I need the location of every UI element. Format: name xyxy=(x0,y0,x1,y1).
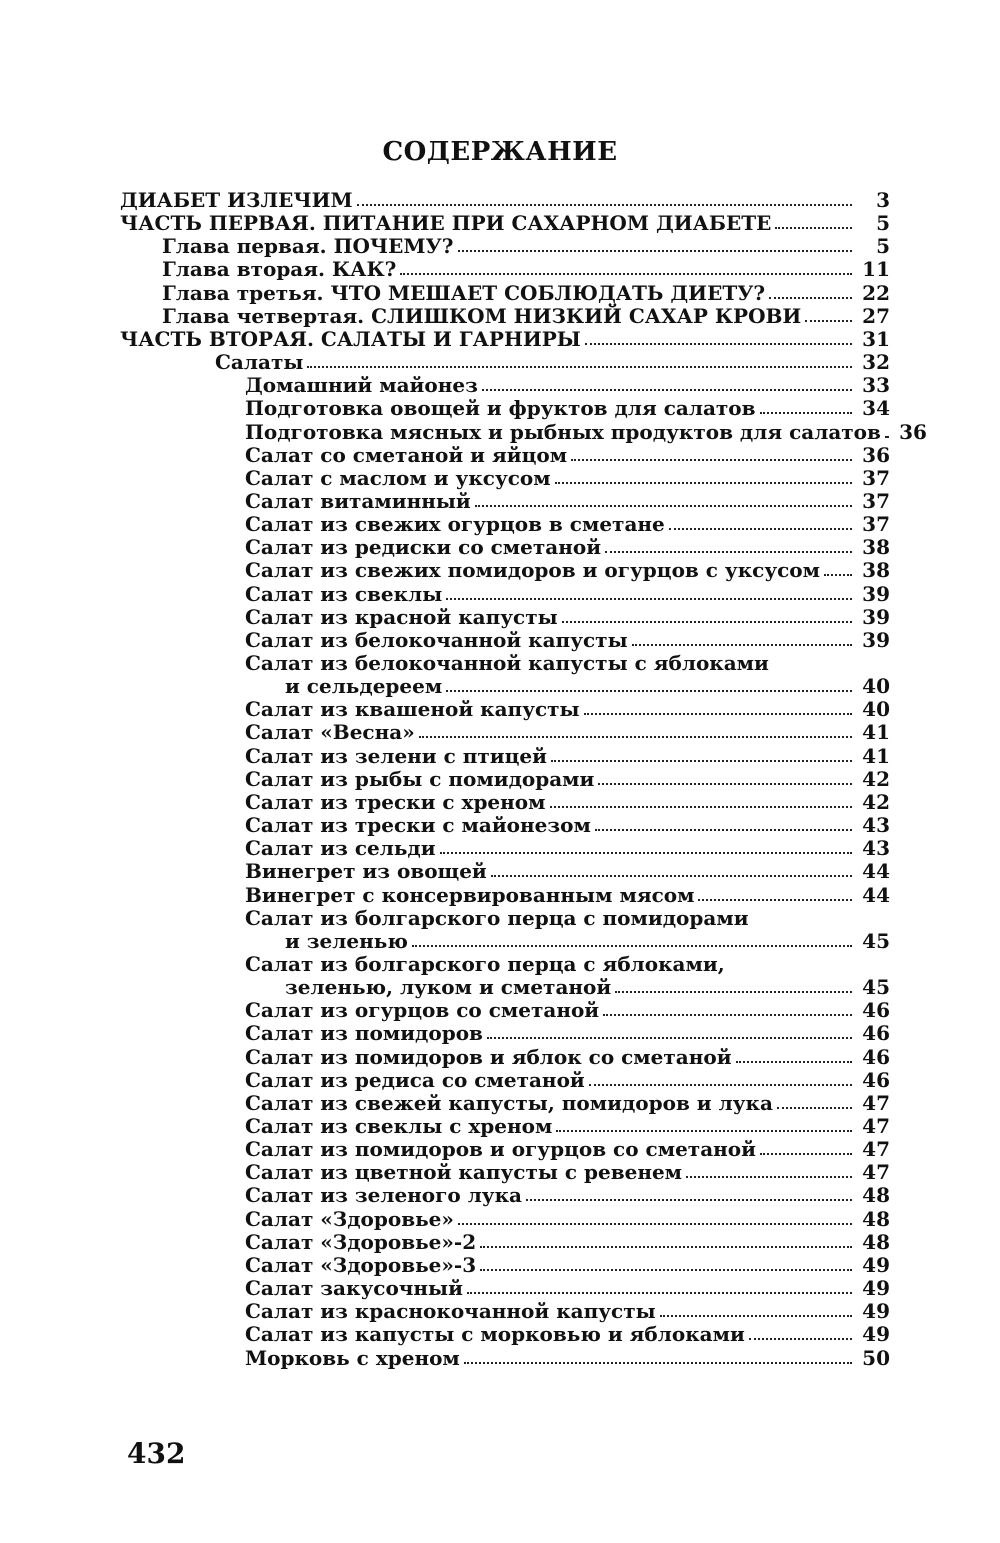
page-title: СОДЕРЖАНИЕ xyxy=(382,137,618,167)
toc-entry xyxy=(162,234,890,257)
toc-entry-title: Салат из зелени с птицей xyxy=(245,744,547,768)
toc-entry-title: Морковь с хреном xyxy=(245,1346,460,1370)
toc-entry-page: 44 xyxy=(862,883,890,907)
toc-entry-title: ДИАБЕТ ИЗЛЕЧИМ xyxy=(120,188,353,212)
toc-entry-title: Салат закусочный xyxy=(245,1276,463,1300)
toc-entry-page: 37 xyxy=(862,489,890,513)
toc-leader-dots xyxy=(660,1315,852,1317)
toc-entry-page: 47 xyxy=(862,1160,890,1184)
toc-entry xyxy=(245,1183,890,1206)
toc-entry xyxy=(120,211,890,234)
toc-entry-page: 49 xyxy=(862,1299,890,1323)
toc-leader-dots xyxy=(458,250,853,252)
toc-entry xyxy=(245,582,890,605)
toc-entry-page: 33 xyxy=(862,373,890,397)
toc-entry xyxy=(245,443,890,466)
toc-entry-title: Салат из капусты с морковью и яблоками xyxy=(245,1322,745,1346)
toc-entry-title: Глава третья. ЧТО МЕШАЕТ СОБЛЮДАТЬ ДИЕТУ? xyxy=(162,281,766,305)
toc-entry-title: ЧАСТЬ ВТОРАЯ. САЛАТЫ И ГАРНИРЫ xyxy=(120,327,581,351)
toc-entry-page: 32 xyxy=(862,350,890,374)
toc-entry xyxy=(245,1137,890,1160)
toc-entry xyxy=(245,767,890,790)
toc-entry-page: 47 xyxy=(862,1091,890,1115)
toc-entry xyxy=(162,257,890,280)
toc-entry-page: 43 xyxy=(862,813,890,837)
toc-entry-page: 37 xyxy=(862,512,890,536)
toc-leader-dots xyxy=(550,806,853,808)
toc-entry-page: 48 xyxy=(862,1183,890,1207)
toc-entry-title: Салат «Весна» xyxy=(245,720,415,744)
toc-leader-dots xyxy=(605,551,852,553)
toc-entry-page: 5 xyxy=(876,234,890,258)
toc-entry-page: 11 xyxy=(862,257,890,281)
toc-entry xyxy=(120,327,890,350)
toc-entry xyxy=(245,1299,890,1322)
toc-leader-dots xyxy=(585,343,852,345)
toc-entry-title: Салат «Здоровье»-3 xyxy=(245,1253,477,1277)
toc-leader-dots xyxy=(458,1223,852,1225)
toc-entry-title: Салат из болгарского перца с помидорами xyxy=(245,906,749,930)
toc-entry-title: Салат из трески с майонезом xyxy=(245,813,591,837)
toc-entry-page: 47 xyxy=(862,1114,890,1138)
toc-entry-title: Домашний майонез xyxy=(245,373,478,397)
toc-leader-dots xyxy=(824,574,852,576)
toc-entry-page: 41 xyxy=(862,720,890,744)
toc-entry-page: 5 xyxy=(876,211,890,235)
toc-entry-page: 47 xyxy=(862,1137,890,1161)
toc-entry-page: 38 xyxy=(862,535,890,559)
toc-leader-dots xyxy=(556,1130,852,1132)
toc-entry-title: Салат из квашеной капусты xyxy=(245,697,580,721)
toc-entry-title: Салат из белокочанной капусты xyxy=(245,628,628,652)
toc-entry-page: 27 xyxy=(862,304,890,328)
toc-leader-dots xyxy=(669,528,852,530)
toc-leader-dots xyxy=(491,875,852,877)
toc-entry-page: 49 xyxy=(862,1276,890,1300)
toc-entry-title: Салат из свежих помидоров и огурцов с уксусом xyxy=(245,558,821,582)
toc-entry-page: 31 xyxy=(862,327,890,351)
toc-entry xyxy=(245,1160,890,1183)
toc-entry-page: 43 xyxy=(862,836,890,860)
toc-entry-title: Глава вторая. КАК? xyxy=(162,257,397,281)
toc-leader-dots xyxy=(526,1199,852,1201)
toc-leader-dots xyxy=(480,1269,852,1271)
toc-entry xyxy=(245,1021,890,1044)
toc-leader-dots xyxy=(775,227,852,229)
toc-entry-title: Салат из сельди xyxy=(245,836,436,860)
toc-entry-title: Салат из свежих огурцов в сметане xyxy=(245,512,665,536)
toc-entry-page: 46 xyxy=(862,1045,890,1069)
toc-entry xyxy=(245,1230,890,1253)
toc-leader-dots xyxy=(412,945,852,947)
toc-entry-title: Салат из помидоров и яблок со сметаной xyxy=(245,1045,732,1069)
toc-leader-dots xyxy=(749,1338,852,1340)
toc-entry-page: 48 xyxy=(862,1207,890,1231)
toc-entry xyxy=(120,188,890,211)
toc-entry-title: и зеленью xyxy=(285,929,408,953)
toc-entry-title: Салат из красной капусты xyxy=(245,605,558,629)
toc-leader-dots xyxy=(571,459,852,461)
toc-entry-title: Салат из помидоров и огурцов со сметаной xyxy=(245,1137,756,1161)
toc-entry xyxy=(245,605,890,628)
toc-entry xyxy=(245,1346,890,1369)
toc-leader-dots xyxy=(632,644,852,646)
toc-leader-dots xyxy=(475,505,852,507)
toc-leader-dots xyxy=(885,436,889,438)
toc-entry-title: Салат из огурцов со сметаной xyxy=(245,998,600,1022)
toc-entry xyxy=(162,304,890,327)
toc-entry-title: Салат из редиса со сметаной xyxy=(245,1068,585,1092)
toc-leader-dots xyxy=(777,1107,852,1109)
toc-leader-dots xyxy=(446,598,852,600)
toc-entry-page: 34 xyxy=(862,396,890,420)
toc-entry-page: 39 xyxy=(862,628,890,652)
toc-entry-page: 48 xyxy=(862,1230,890,1254)
toc-entry-title: Салат из свеклы с хреном xyxy=(245,1114,553,1138)
toc-entry-page: 42 xyxy=(862,767,890,791)
toc-entry-title: Салат из белокочанной капусты с яблоками xyxy=(245,651,769,675)
toc-entry-title: Подготовка овощей и фруктов для салатов xyxy=(245,396,756,420)
toc-entry xyxy=(215,350,890,373)
toc-entry xyxy=(245,906,890,929)
toc-entry xyxy=(245,373,890,396)
toc-entry xyxy=(285,929,890,952)
toc-entry-page: 22 xyxy=(862,281,890,305)
toc-leader-dots xyxy=(760,412,852,414)
toc-entry-title: Салат со сметаной и яйцом xyxy=(245,443,568,467)
toc-entry-title: Салат из трески с хреном xyxy=(245,790,546,814)
toc-entry xyxy=(245,651,890,674)
toc-entry xyxy=(245,628,890,651)
toc-leader-dots xyxy=(598,783,852,785)
toc-entry-page: 45 xyxy=(862,975,890,999)
toc-entry-page: 3 xyxy=(876,188,890,212)
toc-entry xyxy=(245,1322,890,1345)
toc-entry-title: Салат из зеленого лука xyxy=(245,1183,523,1207)
toc-leader-dots xyxy=(487,1037,852,1039)
toc-entry xyxy=(245,859,890,882)
toc-leader-dots xyxy=(555,482,852,484)
toc-entry xyxy=(245,1276,890,1299)
toc-entry-page: 49 xyxy=(862,1322,890,1346)
toc-entry xyxy=(245,744,890,767)
toc-entry-page: 44 xyxy=(862,859,890,883)
toc-leader-dots xyxy=(589,1084,852,1086)
toc-leader-dots xyxy=(562,621,852,623)
toc-entry-page: 39 xyxy=(862,582,890,606)
toc-entry-title: Винегрет с консервированным мясом xyxy=(245,883,695,907)
toc-entry-title: Глава первая. ПОЧЕМУ? xyxy=(162,234,454,258)
toc-leader-dots xyxy=(400,273,852,275)
toc-entry xyxy=(245,1207,890,1230)
toc-leader-dots xyxy=(769,297,852,299)
toc-leader-dots xyxy=(482,389,852,391)
toc-entry-page: 36 xyxy=(862,443,890,467)
toc-leader-dots xyxy=(307,366,852,368)
toc-entry-title: Винегрет из овощей xyxy=(245,859,487,883)
toc-entry xyxy=(245,1091,890,1114)
toc-entry-page: 45 xyxy=(862,929,890,953)
toc-leader-dots xyxy=(805,320,852,322)
toc-entry-title: Подготовка мясных и рыбных продуктов для салатов xyxy=(245,420,881,444)
toc-entry-page: 42 xyxy=(862,790,890,814)
toc-entry-title: Салат из свеклы xyxy=(245,582,443,606)
toc-leader-dots xyxy=(760,1153,852,1155)
toc-entry-page: 38 xyxy=(862,558,890,582)
toc-entry xyxy=(245,998,890,1021)
toc-entry-title: и сельдереем xyxy=(285,674,443,698)
toc-entry-title: Салат с маслом и уксусом xyxy=(245,466,551,490)
toc-leader-dots xyxy=(615,991,852,993)
toc-entry xyxy=(245,1114,890,1137)
toc-entry-page: 46 xyxy=(862,1021,890,1045)
toc-entry-page: 46 xyxy=(862,998,890,1022)
toc-entry xyxy=(245,836,890,859)
toc-leader-dots xyxy=(357,204,852,206)
toc-entry xyxy=(245,883,890,906)
toc-entry-title: Салат из свежей капусты, помидоров и лука xyxy=(245,1091,773,1115)
toc-leader-dots xyxy=(686,1176,852,1178)
toc-entry xyxy=(245,535,890,558)
toc-entry-page: 36 xyxy=(899,420,927,444)
toc-leader-dots xyxy=(736,1061,852,1063)
toc-entry-page: 50 xyxy=(862,1346,890,1370)
toc-entry-title: ЧАСТЬ ПЕРВАЯ. ПИТАНИЕ ПРИ САХАРНОМ ДИАБЕТЕ xyxy=(120,211,772,235)
toc-entry xyxy=(245,697,890,720)
toc-entry xyxy=(285,674,890,697)
toc-entry-title: Салат из рыбы с помидорами xyxy=(245,767,595,791)
page-number: 432 xyxy=(127,1437,186,1470)
toc-entry-title: Салат «Здоровье»-2 xyxy=(245,1230,477,1254)
toc-entry-page: 49 xyxy=(862,1253,890,1277)
toc-entry xyxy=(245,952,890,975)
toc-entry xyxy=(245,813,890,836)
toc-entry-page: 40 xyxy=(862,674,890,698)
toc-entry-title: зеленью, луком и сметаной xyxy=(285,975,612,999)
toc-leader-dots xyxy=(419,736,852,738)
toc-entry xyxy=(162,281,890,304)
toc-entry xyxy=(245,558,890,581)
toc-leader-dots xyxy=(698,899,852,901)
toc-entry-title: Салат «Здоровье» xyxy=(245,1207,454,1231)
toc-leader-dots xyxy=(446,690,852,692)
toc-entry xyxy=(285,975,890,998)
toc-entry-page: 37 xyxy=(862,466,890,490)
toc-leader-dots xyxy=(551,760,852,762)
toc-entry xyxy=(245,720,890,743)
toc-leader-dots xyxy=(603,1014,852,1016)
toc-entry xyxy=(245,396,890,419)
toc-entry xyxy=(245,512,890,535)
toc-entry-title: Салаты xyxy=(215,350,304,374)
toc-entry-title: Салат витаминный xyxy=(245,489,471,513)
toc-entry-title: Салат из помидоров xyxy=(245,1021,483,1045)
toc-entry-title: Салат из краснокочанной капусты xyxy=(245,1299,656,1323)
toc-entry xyxy=(245,1068,890,1091)
toc-leader-dots xyxy=(584,713,852,715)
toc-entry-page: 39 xyxy=(862,605,890,629)
toc-entry-page: 40 xyxy=(862,697,890,721)
toc-entry-title: Салат из цветной капусты с ревенем xyxy=(245,1160,683,1184)
toc-leader-dots xyxy=(595,829,852,831)
toc-leader-dots xyxy=(467,1292,852,1294)
toc-leader-dots xyxy=(480,1246,852,1248)
toc-entry xyxy=(245,790,890,813)
toc-entry-title: Салат из болгарского перца с яблоками, xyxy=(245,952,725,976)
toc-entry xyxy=(245,466,890,489)
toc-leader-dots xyxy=(440,852,852,854)
toc-leader-dots xyxy=(464,1362,852,1364)
toc-entry xyxy=(245,420,927,444)
toc-entry-page: 46 xyxy=(862,1068,890,1092)
toc-entry xyxy=(245,1045,890,1068)
toc-entry xyxy=(245,1253,890,1276)
toc-entry xyxy=(245,489,890,512)
toc-entry-title: Глава четвертая. СЛИШКОМ НИЗКИЙ САХАР КРОВИ xyxy=(162,304,802,328)
toc-entry-title: Салат из редиски со сметаной xyxy=(245,535,602,559)
toc-entry-page: 41 xyxy=(862,744,890,768)
